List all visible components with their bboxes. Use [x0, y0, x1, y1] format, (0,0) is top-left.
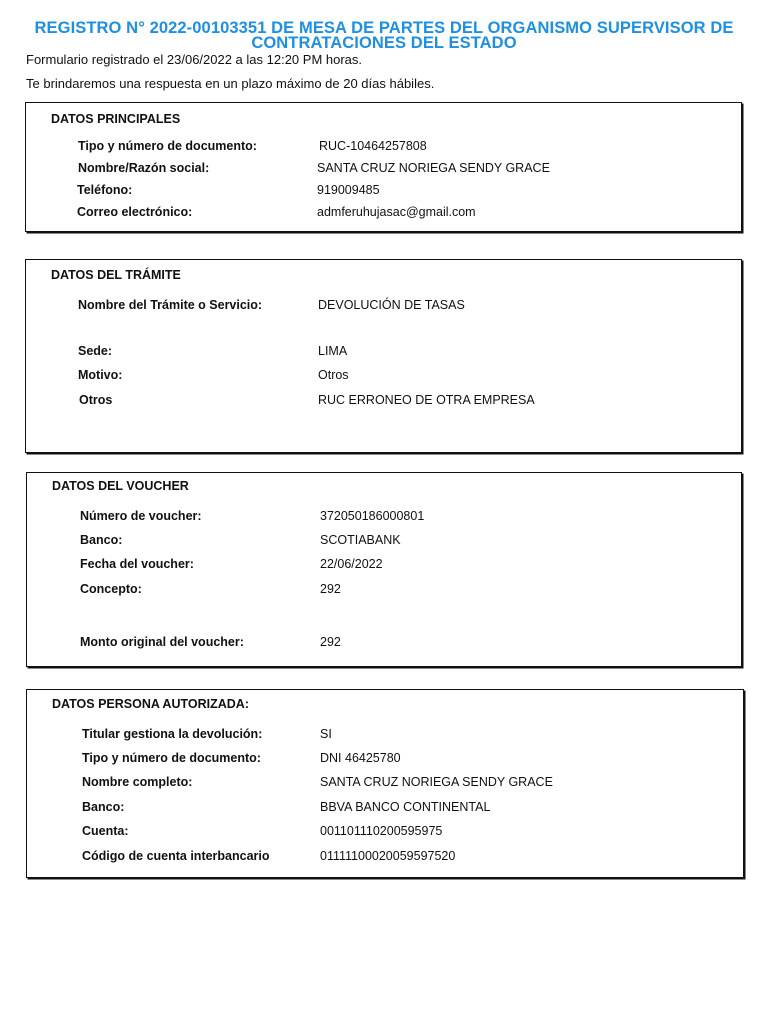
registration-info: Formulario registrado el 23/06/2022 a las 12:20 PM horas.: [26, 52, 363, 67]
section-datos-principales: [25, 102, 742, 232]
field-label: Cuenta:: [82, 824, 129, 838]
field-row: [27, 508, 741, 524]
field-row: [26, 392, 741, 408]
field-value: SI: [320, 727, 332, 741]
field-label: Otros: [79, 393, 113, 407]
field-value: 292: [320, 582, 341, 596]
field-value: SANTA CRUZ NORIEGA SENDY GRACE: [317, 161, 550, 175]
field-label: Nombre completo:: [82, 775, 193, 789]
field-row: [27, 581, 741, 597]
field-row: [26, 343, 741, 359]
field-value: BBVA BANCO CONTINENTAL: [320, 800, 491, 814]
field-value: LIMA: [318, 344, 348, 358]
field-value: RUC ERRONEO DE OTRA EMPRESA: [318, 393, 535, 407]
section-datos-voucher: [26, 472, 742, 667]
field-label: Código de cuenta interbancario: [82, 849, 270, 863]
field-value: DNI 46425780: [320, 751, 401, 765]
field-row: [27, 532, 741, 548]
field-row: [26, 160, 741, 176]
field-row: [26, 297, 741, 313]
field-row: [27, 556, 741, 572]
field-row: [26, 204, 741, 220]
field-row: [27, 726, 743, 742]
field-value: RUC-10464257808: [319, 139, 427, 153]
field-label: Teléfono:: [77, 183, 133, 197]
field-label: Motivo:: [78, 368, 123, 382]
section-heading: DATOS PRINCIPALES: [51, 112, 181, 126]
field-label: Nombre/Razón social:: [78, 161, 210, 175]
field-label: Monto original del voucher:: [80, 635, 244, 649]
field-row: [27, 774, 743, 790]
field-value: 01111100020059597520: [320, 849, 456, 863]
field-value: Otros: [318, 368, 349, 382]
field-row: [27, 823, 743, 839]
field-row: [26, 182, 741, 198]
field-label: Correo electrónico:: [77, 205, 193, 219]
field-row: [27, 799, 743, 815]
field-label: Concepto:: [80, 582, 142, 596]
field-value: 372050186000801: [320, 509, 425, 523]
section-datos-tramite: [25, 259, 742, 453]
section-heading: DATOS PERSONA AUTORIZADA:: [52, 697, 249, 711]
field-row: [27, 750, 743, 766]
field-label: Fecha del voucher:: [80, 557, 194, 571]
field-value: 22/06/2022: [320, 557, 383, 571]
field-label: Banco:: [82, 800, 125, 814]
field-row: [26, 138, 741, 154]
response-notice: Te brindaremos una respuesta en un plazo máximo de 20 días hábiles.: [26, 76, 435, 91]
field-value: DEVOLUCIÓN DE TASAS: [318, 298, 465, 312]
field-row: [27, 848, 743, 864]
section-heading: DATOS DEL VOUCHER: [52, 479, 189, 493]
field-label: Tipo y número de documento:: [82, 751, 261, 765]
field-value: 001101110200595975: [320, 824, 443, 838]
field-value: admferuhujasac@gmail.com: [317, 205, 476, 219]
page-title: REGISTRO N° 2022-00103351 DE MESA DE PARTES DEL ORGANISMO SUPERVISOR DE CONTRATACIONES DEL ESTADO: [34, 19, 734, 52]
field-label: Tipo y número de documento:: [78, 139, 257, 153]
field-row: [26, 367, 741, 383]
field-value: 919009485: [317, 183, 380, 197]
field-label: Nombre del Trámite o Servicio:: [78, 298, 263, 312]
field-label: Titular gestiona la devolución:: [82, 727, 263, 741]
field-label: Sede:: [78, 344, 113, 358]
section-datos-persona-autorizada: [26, 689, 744, 878]
section-heading: DATOS DEL TRÁMITE: [51, 268, 181, 282]
field-value: SANTA CRUZ NORIEGA SENDY GRACE: [320, 775, 553, 789]
field-row: [27, 634, 741, 650]
field-value: 292: [320, 635, 341, 649]
field-value: SCOTIABANK: [320, 533, 401, 547]
field-label: Banco:: [80, 533, 123, 547]
field-label: Número de voucher:: [80, 509, 202, 523]
